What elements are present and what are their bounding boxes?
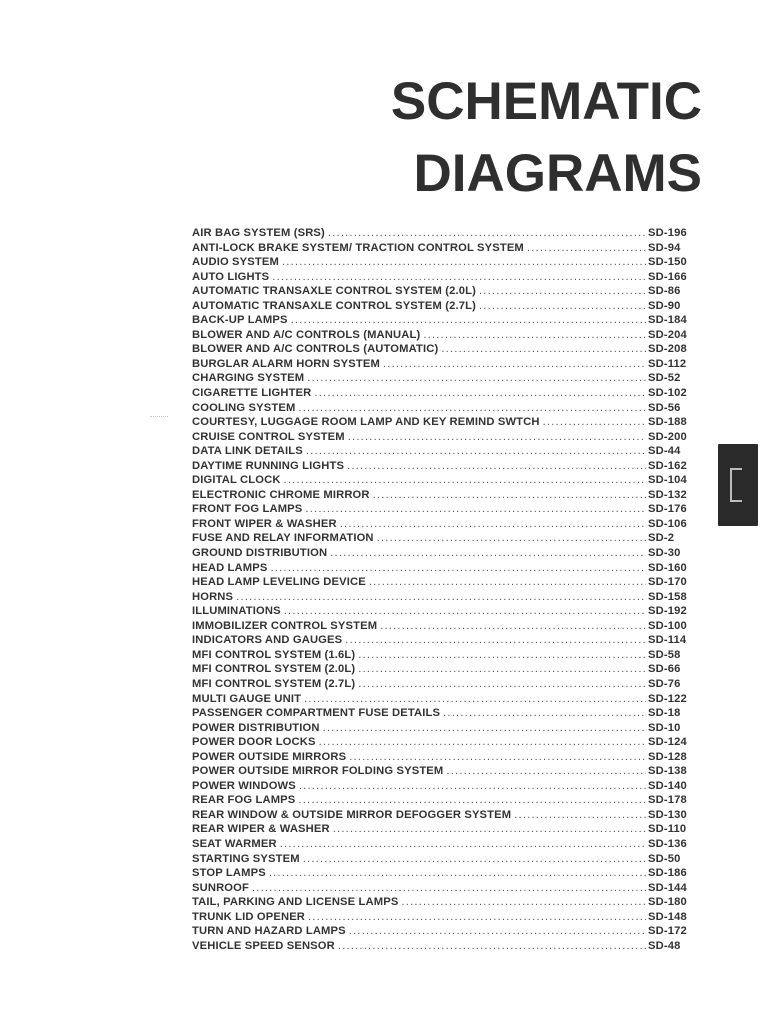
toc-entry-page: SD-90 (648, 299, 681, 312)
toc-entry-page: SD-128 (648, 750, 687, 763)
toc-entry-title: AUTOMATIC TRANSAXLE CONTROL SYSTEM (2.0L) (192, 285, 476, 298)
toc-entry-title: FRONT WIPER & WASHER (192, 517, 337, 530)
dot-leader (377, 531, 646, 546)
toc-entry-title: GROUND DISTRIBUTION (192, 547, 328, 560)
toc-entry-title: DAYTIME RUNNING LIGHTS (192, 459, 345, 472)
toc-entry-title: POWER OUTSIDE MIRRORS (192, 750, 347, 763)
toc-entry-page: SD-124 (648, 736, 687, 749)
toc-entry-page: SD-138 (648, 765, 687, 778)
toc-entry-title: FUSE AND RELAY INFORMATION (192, 532, 374, 545)
toc-entry-page: SD-180 (648, 896, 687, 909)
toc-entry[interactable] (192, 764, 698, 779)
toc-entry-page: SD-196 (648, 227, 687, 239)
toc-entry-title: MFI CONTROL SYSTEM (2.0L) (192, 663, 356, 676)
toc-entry-page: SD-2 (648, 532, 675, 545)
toc-entry[interactable] (192, 604, 698, 619)
toc-entry-title: BACK-UP LAMPS (192, 314, 288, 327)
toc-entry[interactable] (192, 255, 698, 270)
dot-leader (358, 648, 646, 663)
toc-entry-title: ELECTRONIC CHROME MIRROR (192, 488, 370, 501)
dot-leader (338, 939, 646, 954)
dot-leader (423, 328, 646, 343)
toc-entry-title: SEAT WARMER (192, 837, 277, 850)
toc-entry[interactable] (192, 328, 698, 343)
dot-leader (298, 793, 646, 808)
toc-entry[interactable] (192, 648, 698, 663)
toc-entry-title: DIGITAL CLOCK (192, 474, 281, 487)
toc-entry-title: CIGARETTE LIGHTER (192, 387, 312, 400)
toc-entry-page: SD-158 (648, 590, 687, 603)
dot-leader (280, 837, 646, 852)
toc-entry[interactable] (192, 619, 698, 634)
toc-entry-title: POWER DOOR LOCKS (192, 736, 316, 749)
toc-entry-page: SD-10 (648, 721, 681, 734)
toc-entry-page: SD-100 (648, 619, 687, 632)
toc-entry-title: AUDIO SYSTEM (192, 256, 279, 269)
dot-leader (340, 517, 646, 532)
toc-entry[interactable] (192, 866, 698, 881)
toc-entry-title: MFI CONTROL SYSTEM (1.6L) (192, 648, 356, 661)
dot-leader (479, 299, 646, 314)
section-index-tab-icon (730, 468, 742, 502)
toc-entry[interactable] (192, 735, 698, 750)
toc-entry-title: CRUISE CONTROL SYSTEM (192, 430, 345, 443)
toc-entry[interactable] (192, 459, 698, 474)
table-of-contents (192, 226, 698, 953)
toc-entry-title: TURN AND HAZARD LAMPS (192, 925, 346, 938)
toc-entry[interactable] (192, 444, 698, 459)
dot-leader (348, 430, 646, 445)
toc-entry-title: MULTI GAUGE UNIT (192, 692, 302, 705)
toc-entry-page: SD-56 (648, 401, 681, 414)
dot-leader (358, 662, 646, 677)
toc-entry[interactable] (192, 488, 698, 503)
toc-entry[interactable] (192, 415, 698, 430)
toc-entry-title: TAIL, PARKING AND LICENSE LAMPS (192, 896, 399, 909)
toc-entry[interactable] (192, 313, 698, 328)
dot-leader (314, 386, 646, 401)
toc-entry-title: FRONT FOG LAMPS (192, 503, 303, 516)
toc-entry-page: SD-144 (648, 881, 687, 894)
toc-entry[interactable] (192, 401, 698, 416)
toc-entry[interactable] (192, 561, 698, 576)
dot-leader (380, 619, 646, 634)
toc-entry-title: REAR FOG LAMPS (192, 794, 296, 807)
dot-leader (307, 371, 646, 386)
toc-entry-title: HEAD LAMPS (192, 561, 268, 574)
dot-leader (305, 502, 646, 517)
toc-entry-title: HORNS (192, 590, 234, 603)
dot-leader (373, 488, 646, 503)
toc-entry-title: AIR BAG SYSTEM (SRS) (192, 227, 325, 239)
toc-entry-title: AUTO LIGHTS (192, 270, 270, 283)
toc-entry-title: BURGLAR ALARM HORN SYSTEM (192, 357, 380, 370)
toc-entry-title: IMMOBILIZER CONTROL SYSTEM (192, 619, 378, 632)
toc-entry[interactable] (192, 371, 698, 386)
toc-entry-page: SD-52 (648, 372, 681, 385)
dot-leader (282, 255, 646, 270)
toc-entry[interactable] (192, 590, 698, 605)
toc-entry[interactable] (192, 910, 698, 925)
toc-entry[interactable] (192, 633, 698, 648)
dot-leader (527, 241, 646, 256)
toc-entry-page: SD-184 (648, 314, 687, 327)
toc-entry-title: POWER OUTSIDE MIRROR FOLDING SYSTEM (192, 765, 444, 778)
dot-leader (446, 764, 646, 779)
dot-leader (328, 226, 646, 241)
toc-entry-page: SD-132 (648, 488, 687, 501)
toc-entry[interactable] (192, 822, 698, 837)
toc-entry-title: COURTESY, LUGGAGE ROOM LAMP AND KEY REMIND SWTCH (192, 416, 540, 429)
toc-entry[interactable] (192, 430, 698, 445)
toc-entry[interactable] (192, 517, 698, 532)
dot-leader (383, 357, 646, 372)
dot-leader (284, 473, 646, 488)
toc-entry[interactable] (192, 895, 698, 910)
dot-leader (479, 284, 646, 299)
dot-leader (349, 924, 646, 939)
toc-entry-title: VEHICLE SPEED SENSOR (192, 939, 335, 952)
toc-entry-page: SD-208 (648, 343, 687, 356)
toc-entry-page: SD-204 (648, 328, 687, 341)
toc-entry[interactable] (192, 677, 698, 692)
toc-entry[interactable] (192, 852, 698, 867)
toc-entry[interactable] (192, 692, 698, 707)
toc-entry-page: SD-166 (648, 270, 687, 283)
dot-leader (349, 750, 646, 765)
toc-entry-page: SD-114 (648, 634, 687, 647)
toc-entry-title: COOLING SYSTEM (192, 401, 296, 414)
toc-entry-title: PASSENGER COMPARTMENT FUSE DETAILS (192, 707, 441, 720)
dot-leader (543, 415, 646, 430)
dot-leader (270, 561, 646, 576)
toc-entry-page: SD-160 (648, 561, 687, 574)
toc-entry-title: TRUNK LID OPENER (192, 910, 306, 923)
dot-leader (299, 779, 646, 794)
toc-entry-title: BLOWER AND A/C CONTROLS (MANUAL) (192, 328, 421, 341)
toc-entry[interactable] (192, 837, 698, 852)
toc-entry-title: BLOWER AND A/C CONTROLS (AUTOMATIC) (192, 343, 439, 356)
page-title-line-1: SCHEMATIC (390, 72, 702, 131)
dot-leader (441, 342, 646, 357)
toc-entry-title: MFI CONTROL SYSTEM (2.7L) (192, 677, 356, 690)
toc-entry[interactable] (192, 575, 698, 590)
dot-leader (323, 721, 646, 736)
toc-entry-page: SD-110 (648, 823, 687, 836)
toc-entry-page: SD-58 (648, 648, 681, 661)
toc-entry-title: POWER DISTRIBUTION (192, 721, 320, 734)
section-index-tab (718, 444, 758, 526)
toc-entry[interactable] (192, 226, 698, 241)
toc-entry[interactable] (192, 386, 698, 401)
toc-entry[interactable] (192, 342, 698, 357)
toc-entry-page: SD-44 (648, 445, 681, 458)
dot-leader (284, 604, 646, 619)
toc-entry[interactable] (192, 706, 698, 721)
dot-leader (358, 677, 646, 692)
toc-entry-page: SD-148 (648, 910, 687, 923)
dot-leader (401, 895, 646, 910)
toc-entry-page: SD-176 (648, 503, 687, 516)
toc-entry-page: SD-102 (648, 387, 687, 400)
toc-entry[interactable] (192, 502, 698, 517)
toc-entry[interactable] (192, 473, 698, 488)
toc-entry-page: SD-188 (648, 416, 687, 429)
toc-entry-page: SD-104 (648, 474, 687, 487)
toc-entry[interactable] (192, 299, 698, 314)
toc-entry-page: SD-178 (648, 794, 687, 807)
dot-leader (272, 270, 646, 285)
toc-entry[interactable] (192, 270, 698, 285)
toc-entry-title: DATA LINK DETAILS (192, 445, 303, 458)
toc-entry-title: SUNROOF (192, 881, 249, 894)
toc-entry-title: REAR WIPER & WASHER (192, 823, 330, 836)
page-title (391, 66, 702, 210)
toc-entry[interactable] (192, 721, 698, 736)
toc-entry-title: ILLUMINATIONS (192, 605, 281, 618)
toc-entry-page: SD-136 (648, 837, 687, 850)
toc-entry-page: SD-122 (648, 692, 687, 705)
toc-entry[interactable] (192, 241, 698, 256)
toc-entry-page: SD-76 (648, 677, 681, 690)
dot-leader (306, 444, 646, 459)
dot-leader (252, 881, 646, 896)
toc-entry[interactable] (192, 284, 698, 299)
toc-entry[interactable] (192, 662, 698, 677)
scan-artifact (150, 416, 168, 419)
dot-leader (443, 706, 646, 721)
dot-leader (269, 866, 646, 881)
toc-entry-page: SD-186 (648, 867, 687, 880)
toc-entry-title: HEAD LAMP LEVELING DEVICE (192, 576, 366, 589)
toc-entry-page: SD-162 (648, 459, 687, 472)
toc-entry[interactable] (192, 750, 698, 765)
toc-entry-page: SD-192 (648, 605, 687, 618)
dot-leader (345, 633, 646, 648)
toc-entry[interactable] (192, 779, 698, 794)
toc-entry-page: SD-172 (648, 925, 687, 938)
dot-leader (236, 590, 646, 605)
toc-entry-page: SD-112 (648, 357, 687, 370)
toc-entry-title: REAR WINDOW & OUTSIDE MIRROR DEFOGGER SYSTEM (192, 808, 512, 821)
toc-entry[interactable] (192, 808, 698, 823)
toc-entry-title: STOP LAMPS (192, 867, 266, 880)
page-title-line-2: DIAGRAMS (413, 144, 702, 203)
toc-entry-page: SD-30 (648, 547, 681, 560)
toc-entry[interactable] (192, 546, 698, 561)
toc-entry[interactable] (192, 939, 698, 954)
toc-entry-page: SD-94 (648, 241, 681, 254)
dot-leader (298, 401, 646, 416)
toc-entry[interactable] (192, 924, 698, 939)
toc-entry-page: SD-86 (648, 285, 681, 298)
toc-entry[interactable] (192, 881, 698, 896)
dot-leader (304, 692, 646, 707)
dot-leader (333, 822, 646, 837)
toc-entry-page: SD-130 (648, 808, 687, 821)
toc-entry-page: SD-66 (648, 663, 681, 676)
toc-entry[interactable] (192, 357, 698, 372)
toc-entry-page: SD-200 (648, 430, 687, 443)
toc-entry-title: ANTI-LOCK BRAKE SYSTEM/ TRACTION CONTROL SYSTEM (192, 241, 524, 254)
toc-entry-title: POWER WINDOWS (192, 779, 296, 792)
toc-entry-page: SD-48 (648, 939, 681, 952)
toc-entry-page: SD-18 (648, 707, 681, 720)
dot-leader (303, 852, 646, 867)
dot-leader (347, 459, 646, 474)
dot-leader (514, 808, 646, 823)
toc-entry-title: INDICATORS AND GAUGES (192, 634, 343, 647)
toc-entry-page: SD-170 (648, 576, 687, 589)
dot-leader (319, 735, 646, 750)
toc-entry-title: AUTOMATIC TRANSAXLE CONTROL SYSTEM (2.7L) (192, 299, 476, 312)
toc-entry-page: SD-140 (648, 779, 687, 792)
toc-entry-title: CHARGING SYSTEM (192, 372, 305, 385)
dot-leader (308, 910, 646, 925)
toc-entry[interactable] (192, 531, 698, 546)
dot-leader (291, 313, 646, 328)
toc-entry-page: SD-150 (648, 256, 687, 269)
dot-leader (330, 546, 646, 561)
toc-entry-title: STARTING SYSTEM (192, 852, 300, 865)
dot-leader (369, 575, 646, 590)
toc-entry[interactable] (192, 793, 698, 808)
toc-entry-page: SD-106 (648, 517, 687, 530)
toc-entry-page: SD-50 (648, 852, 681, 865)
